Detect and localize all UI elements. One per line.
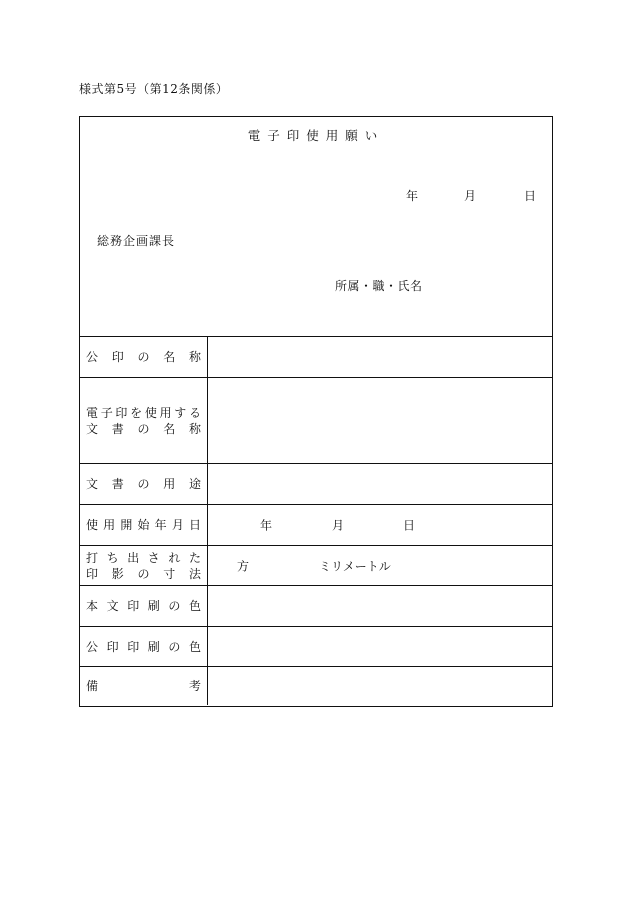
header-date-year: 年	[406, 189, 419, 203]
addressee: 総務企画課長	[97, 234, 176, 248]
print-size-unit: ミリメートル	[319, 559, 391, 573]
row-seal-color	[80, 627, 552, 667]
row-start-date	[80, 505, 552, 546]
start-date-day: 日	[403, 518, 416, 533]
header-date-day: 日	[524, 189, 537, 203]
form-title: 電子印使用願い	[247, 128, 385, 143]
row-seal-name	[80, 337, 552, 378]
print-size-field[interactable]	[208, 546, 552, 585]
document-name-field[interactable]	[208, 378, 552, 463]
header-date-month: 月	[464, 189, 477, 203]
document-use-label: 文書の用途	[80, 464, 208, 504]
start-date-label: 使用開始年月日	[80, 505, 208, 545]
row-body-color	[80, 586, 552, 627]
form-header	[80, 117, 552, 337]
print-size-label: 打ち出された 印影の寸法	[80, 546, 208, 585]
start-date-field[interactable]	[208, 505, 552, 545]
row-document-use	[80, 464, 552, 505]
seal-color-field[interactable]	[208, 627, 552, 666]
remarks-label: 備考	[80, 667, 208, 705]
document-use-field[interactable]	[208, 464, 552, 504]
row-document-name	[80, 378, 552, 464]
row-remarks	[80, 667, 552, 705]
start-date-year: 年	[260, 518, 273, 533]
seal-name-field[interactable]	[208, 337, 552, 377]
body-color-label: 本文印刷の色	[80, 586, 208, 626]
print-size-square: 方	[237, 559, 250, 573]
remarks-field[interactable]	[208, 667, 552, 705]
seal-color-label: 公印印刷の色	[80, 627, 208, 666]
form-number: 様式第5号（第12条関係）	[79, 82, 229, 96]
applicant-label: 所属・職・氏名	[335, 279, 423, 293]
row-print-size	[80, 546, 552, 586]
start-date-month: 月	[332, 518, 345, 533]
document-name-label: 電子印を使用する 文書の名称	[80, 378, 208, 463]
body-color-field[interactable]	[208, 586, 552, 626]
application-form	[79, 116, 553, 707]
seal-name-label: 公印の名称	[80, 337, 208, 377]
